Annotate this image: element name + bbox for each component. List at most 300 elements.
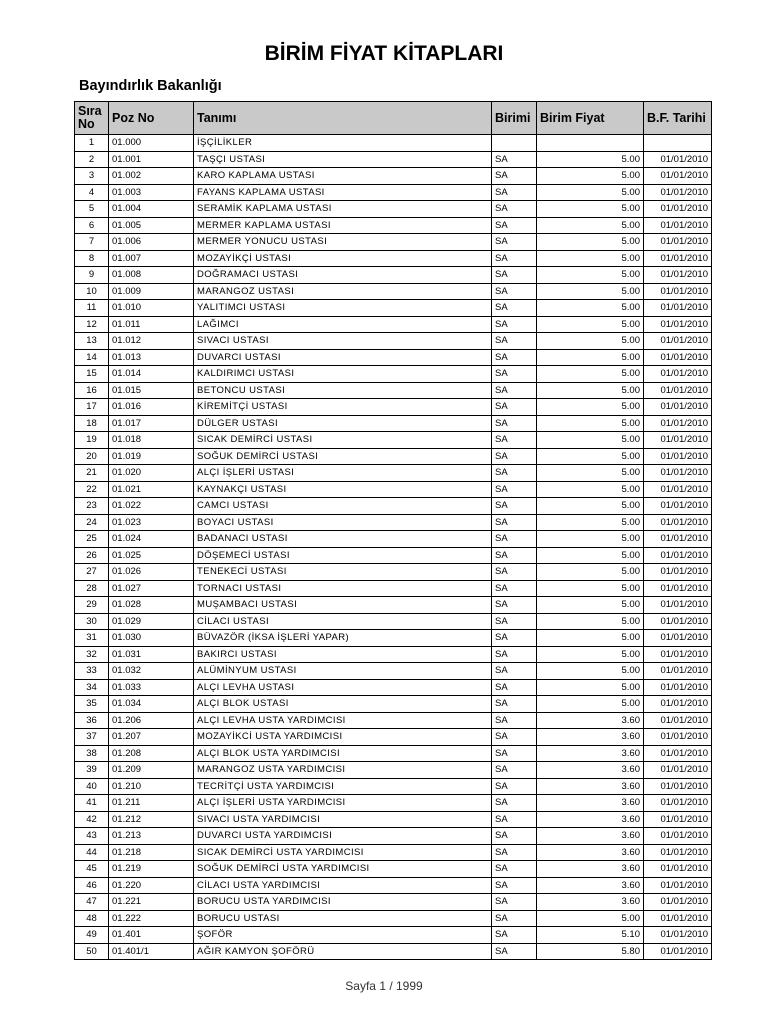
cell-birimi: SA <box>492 514 537 531</box>
table-row <box>75 366 712 383</box>
cell-bf-tarihi: 01/01/2010 <box>644 531 712 548</box>
cell-birim-fiyat: 5.00 <box>537 415 644 432</box>
cell-birimi: SA <box>492 729 537 746</box>
cell-birim-fiyat: 5.00 <box>537 151 644 168</box>
cell-tanimi: MOZAYİKÇİ USTASI <box>194 250 492 267</box>
cell-birimi: SA <box>492 415 537 432</box>
cell-birim-fiyat: 3.60 <box>537 745 644 762</box>
cell-sira-no: 4 <box>75 184 109 201</box>
page-title: BİRİM FİYAT KİTAPLARI <box>264 42 504 65</box>
cell-tanimi: BETONCU USTASI <box>194 382 492 399</box>
cell-sira-no: 5 <box>75 201 109 218</box>
header-poz-no: Poz No <box>109 102 194 135</box>
cell-tanimi: BAKIRCI USTASI <box>194 646 492 663</box>
header-bf-tarihi: B.F. Tarihi <box>644 102 712 135</box>
table-row <box>75 448 712 465</box>
header-birim-fiyat: Birim Fiyat <box>537 102 644 135</box>
table-row <box>75 531 712 548</box>
cell-birim-fiyat: 5.10 <box>537 927 644 944</box>
cell-poz-no: 01.021 <box>109 481 194 498</box>
table-row <box>75 465 712 482</box>
cell-birimi: SA <box>492 316 537 333</box>
cell-birim-fiyat: 3.60 <box>537 861 644 878</box>
cell-poz-no: 01.209 <box>109 762 194 779</box>
cell-bf-tarihi: 01/01/2010 <box>644 481 712 498</box>
cell-sira-no: 37 <box>75 729 109 746</box>
cell-birimi: SA <box>492 696 537 713</box>
cell-tanimi: YALITIMCI USTASI <box>194 300 492 317</box>
table-row <box>75 399 712 416</box>
cell-poz-no: 01.004 <box>109 201 194 218</box>
cell-sira-no: 8 <box>75 250 109 267</box>
cell-birimi: SA <box>492 547 537 564</box>
table-row <box>75 927 712 944</box>
cell-sira-no: 6 <box>75 217 109 234</box>
cell-bf-tarihi: 01/01/2010 <box>644 465 712 482</box>
cell-birim-fiyat: 5.00 <box>537 349 644 366</box>
cell-tanimi: SICAK DEMİRCİ USTA YARDIMCISI <box>194 844 492 861</box>
cell-bf-tarihi: 01/01/2010 <box>644 366 712 383</box>
cell-bf-tarihi: 01/01/2010 <box>644 679 712 696</box>
table-row <box>75 564 712 581</box>
cell-sira-no: 28 <box>75 580 109 597</box>
cell-tanimi: SIVACI USTASI <box>194 333 492 350</box>
cell-poz-no: 01.208 <box>109 745 194 762</box>
cell-tanimi: TENEKECİ USTASI <box>194 564 492 581</box>
cell-sira-no: 26 <box>75 547 109 564</box>
cell-birim-fiyat: 5.00 <box>537 399 644 416</box>
cell-poz-no: 01.034 <box>109 696 194 713</box>
cell-bf-tarihi: 01/01/2010 <box>644 943 712 960</box>
cell-birim-fiyat: 5.00 <box>537 448 644 465</box>
cell-sira-no: 13 <box>75 333 109 350</box>
cell-bf-tarihi: 01/01/2010 <box>644 382 712 399</box>
cell-poz-no: 01.401 <box>109 927 194 944</box>
cell-sira-no: 10 <box>75 283 109 300</box>
cell-sira-no: 29 <box>75 597 109 614</box>
table-row <box>75 613 712 630</box>
table-row <box>75 679 712 696</box>
cell-poz-no: 01.011 <box>109 316 194 333</box>
cell-bf-tarihi: 01/01/2010 <box>644 729 712 746</box>
table-row <box>75 498 712 515</box>
table-row <box>75 250 712 267</box>
cell-birim-fiyat: 5.00 <box>537 564 644 581</box>
cell-birim-fiyat: 5.00 <box>537 432 644 449</box>
cell-birim-fiyat: 5.00 <box>537 201 644 218</box>
cell-birim-fiyat: 5.00 <box>537 531 644 548</box>
cell-sira-no: 36 <box>75 712 109 729</box>
cell-poz-no: 01.221 <box>109 894 194 911</box>
cell-sira-no: 43 <box>75 828 109 845</box>
cell-sira-no: 24 <box>75 514 109 531</box>
cell-birim-fiyat: 5.00 <box>537 663 644 680</box>
cell-birimi: SA <box>492 580 537 597</box>
table-row <box>75 432 712 449</box>
cell-birimi: SA <box>492 778 537 795</box>
cell-sira-no: 38 <box>75 745 109 762</box>
cell-tanimi: ALÇI BLOK USTASI <box>194 696 492 713</box>
table-row <box>75 943 712 960</box>
cell-tanimi: MERMER KAPLAMA USTASI <box>194 217 492 234</box>
cell-tanimi: KARO KAPLAMA USTASI <box>194 168 492 185</box>
cell-sira-no: 48 <box>75 910 109 927</box>
cell-birim-fiyat: 5.00 <box>537 300 644 317</box>
header-sira-no <box>75 102 109 135</box>
table-row <box>75 415 712 432</box>
cell-birim-fiyat: 3.60 <box>537 844 644 861</box>
cell-sira-no: 3 <box>75 168 109 185</box>
cell-birimi: SA <box>492 943 537 960</box>
cell-bf-tarihi: 01/01/2010 <box>644 333 712 350</box>
header-tanimi: Tanımı <box>194 102 492 135</box>
cell-tanimi: TORNACI USTASI <box>194 580 492 597</box>
table-row <box>75 300 712 317</box>
cell-birimi: SA <box>492 910 537 927</box>
cell-sira-no: 14 <box>75 349 109 366</box>
cell-sira-no: 27 <box>75 564 109 581</box>
cell-sira-no: 16 <box>75 382 109 399</box>
cell-birim-fiyat: 3.60 <box>537 762 644 779</box>
cell-birim-fiyat: 5.00 <box>537 283 644 300</box>
cell-birim-fiyat: 3.60 <box>537 795 644 812</box>
cell-poz-no: 01.218 <box>109 844 194 861</box>
cell-birimi: SA <box>492 382 537 399</box>
cell-poz-no: 01.031 <box>109 646 194 663</box>
cell-tanimi: BORUCU USTASI <box>194 910 492 927</box>
cell-birimi: SA <box>492 877 537 894</box>
cell-sira-no: 34 <box>75 679 109 696</box>
cell-tanimi: LAĞIMCI <box>194 316 492 333</box>
table-row <box>75 234 712 251</box>
cell-sira-no: 11 <box>75 300 109 317</box>
header-sira-no-label: Sıra No <box>78 104 102 131</box>
cell-birimi: SA <box>492 349 537 366</box>
cell-poz-no: 01.210 <box>109 778 194 795</box>
table-row <box>75 316 712 333</box>
cell-poz-no: 01.219 <box>109 861 194 878</box>
cell-sira-no: 25 <box>75 531 109 548</box>
cell-bf-tarihi: 01/01/2010 <box>644 597 712 614</box>
cell-bf-tarihi <box>644 135 712 152</box>
cell-poz-no: 01.024 <box>109 531 194 548</box>
cell-birimi: SA <box>492 597 537 614</box>
cell-poz-no: 01.027 <box>109 580 194 597</box>
cell-tanimi: CAMCI USTASI <box>194 498 492 515</box>
cell-poz-no: 01.002 <box>109 168 194 185</box>
cell-bf-tarihi: 01/01/2010 <box>644 448 712 465</box>
cell-birim-fiyat: 5.00 <box>537 267 644 284</box>
cell-poz-no: 01.220 <box>109 877 194 894</box>
cell-sira-no: 12 <box>75 316 109 333</box>
cell-poz-no: 01.015 <box>109 382 194 399</box>
cell-sira-no: 9 <box>75 267 109 284</box>
cell-tanimi: ALÇI LEVHA USTASI <box>194 679 492 696</box>
cell-bf-tarihi: 01/01/2010 <box>644 580 712 597</box>
cell-tanimi: MERMER YONUCU USTASI <box>194 234 492 251</box>
cell-birimi: SA <box>492 927 537 944</box>
cell-bf-tarihi: 01/01/2010 <box>644 201 712 218</box>
cell-poz-no: 01.012 <box>109 333 194 350</box>
cell-tanimi: MUŞAMBACI USTASI <box>194 597 492 614</box>
cell-bf-tarihi: 01/01/2010 <box>644 300 712 317</box>
cell-sira-no: 23 <box>75 498 109 515</box>
cell-birim-fiyat: 5.00 <box>537 234 644 251</box>
table-row <box>75 745 712 762</box>
cell-birim-fiyat: 5.00 <box>537 696 644 713</box>
cell-poz-no: 01.014 <box>109 366 194 383</box>
cell-birimi: SA <box>492 679 537 696</box>
cell-tanimi: MARANGOZ USTASI <box>194 283 492 300</box>
cell-poz-no: 01.019 <box>109 448 194 465</box>
cell-poz-no: 01.007 <box>109 250 194 267</box>
cell-tanimi: CİLACI USTA YARDIMCISI <box>194 877 492 894</box>
table-row <box>75 646 712 663</box>
cell-tanimi: ALÇI İŞLERİ USTA YARDIMCISI <box>194 795 492 812</box>
cell-bf-tarihi: 01/01/2010 <box>644 877 712 894</box>
cell-bf-tarihi: 01/01/2010 <box>644 432 712 449</box>
table-row <box>75 712 712 729</box>
cell-birim-fiyat: 5.00 <box>537 910 644 927</box>
cell-birim-fiyat: 3.60 <box>537 811 644 828</box>
cell-birim-fiyat: 5.00 <box>537 333 644 350</box>
table-row <box>75 349 712 366</box>
cell-poz-no: 01.025 <box>109 547 194 564</box>
cell-birim-fiyat: 5.00 <box>537 498 644 515</box>
table-row <box>75 168 712 185</box>
table-row <box>75 696 712 713</box>
cell-poz-no: 01.022 <box>109 498 194 515</box>
cell-tanimi: MARANGOZ USTA YARDIMCISI <box>194 762 492 779</box>
cell-poz-no: 01.028 <box>109 597 194 614</box>
cell-birim-fiyat: 5.00 <box>537 366 644 383</box>
cell-poz-no: 01.005 <box>109 217 194 234</box>
page-subtitle: Bayındırlık Bakanlığı <box>79 78 222 94</box>
cell-bf-tarihi: 01/01/2010 <box>644 811 712 828</box>
cell-tanimi: BOYACI USTASI <box>194 514 492 531</box>
cell-tanimi: SOĞUK DEMİRCİ USTASI <box>194 448 492 465</box>
table-row <box>75 217 712 234</box>
cell-birimi: SA <box>492 498 537 515</box>
cell-tanimi: ALÜMİNYUM USTASI <box>194 663 492 680</box>
cell-sira-no: 1 <box>75 135 109 152</box>
table-row <box>75 778 712 795</box>
cell-birimi: SA <box>492 168 537 185</box>
cell-poz-no: 01.222 <box>109 910 194 927</box>
cell-poz-no: 01.212 <box>109 811 194 828</box>
cell-birimi: SA <box>492 663 537 680</box>
cell-birim-fiyat: 5.00 <box>537 382 644 399</box>
cell-sira-no: 7 <box>75 234 109 251</box>
cell-birim-fiyat: 5.00 <box>537 184 644 201</box>
cell-bf-tarihi: 01/01/2010 <box>644 267 712 284</box>
cell-birim-fiyat: 3.60 <box>537 729 644 746</box>
cell-sira-no: 49 <box>75 927 109 944</box>
cell-sira-no: 44 <box>75 844 109 861</box>
cell-birimi: SA <box>492 432 537 449</box>
cell-poz-no: 01.401/1 <box>109 943 194 960</box>
cell-sira-no: 47 <box>75 894 109 911</box>
cell-birimi: SA <box>492 333 537 350</box>
cell-bf-tarihi: 01/01/2010 <box>644 415 712 432</box>
cell-birim-fiyat: 5.00 <box>537 613 644 630</box>
cell-poz-no: 01.023 <box>109 514 194 531</box>
cell-birimi: SA <box>492 795 537 812</box>
cell-birimi: SA <box>492 861 537 878</box>
cell-birimi: SA <box>492 234 537 251</box>
cell-poz-no: 01.008 <box>109 267 194 284</box>
cell-tanimi: DÖŞEMECİ USTASI <box>194 547 492 564</box>
cell-bf-tarihi: 01/01/2010 <box>644 250 712 267</box>
cell-bf-tarihi: 01/01/2010 <box>644 184 712 201</box>
cell-tanimi: CİLACI USTASI <box>194 613 492 630</box>
cell-birimi: SA <box>492 267 537 284</box>
cell-tanimi: SOĞUK DEMİRCİ USTA YARDIMCISI <box>194 861 492 878</box>
table-row <box>75 630 712 647</box>
cell-poz-no: 01.032 <box>109 663 194 680</box>
cell-birimi <box>492 135 537 152</box>
cell-birimi: SA <box>492 745 537 762</box>
cell-bf-tarihi: 01/01/2010 <box>644 910 712 927</box>
cell-sira-no: 40 <box>75 778 109 795</box>
cell-bf-tarihi: 01/01/2010 <box>644 927 712 944</box>
cell-sira-no: 18 <box>75 415 109 432</box>
cell-sira-no: 31 <box>75 630 109 647</box>
cell-bf-tarihi: 01/01/2010 <box>644 861 712 878</box>
table-row <box>75 877 712 894</box>
table-row <box>75 795 712 812</box>
cell-tanimi: BÜVAZÖR (İKSA İŞLERİ YAPAR) <box>194 630 492 647</box>
cell-poz-no: 01.016 <box>109 399 194 416</box>
cell-birim-fiyat: 5.00 <box>537 168 644 185</box>
cell-birim-fiyat: 5.00 <box>537 514 644 531</box>
table-row <box>75 828 712 845</box>
cell-birim-fiyat: 5.00 <box>537 580 644 597</box>
table-row <box>75 184 712 201</box>
cell-bf-tarihi: 01/01/2010 <box>644 349 712 366</box>
cell-birim-fiyat: 3.60 <box>537 828 644 845</box>
cell-birimi: SA <box>492 613 537 630</box>
cell-birim-fiyat: 5.00 <box>537 465 644 482</box>
cell-bf-tarihi: 01/01/2010 <box>644 514 712 531</box>
cell-birimi: SA <box>492 828 537 845</box>
cell-bf-tarihi: 01/01/2010 <box>644 844 712 861</box>
cell-tanimi: TECRİTÇİ USTA YARDIMCISI <box>194 778 492 795</box>
cell-tanimi: DÜLGER USTASI <box>194 415 492 432</box>
cell-poz-no: 01.026 <box>109 564 194 581</box>
table-body <box>75 135 712 960</box>
cell-bf-tarihi: 01/01/2010 <box>644 712 712 729</box>
cell-poz-no: 01.003 <box>109 184 194 201</box>
cell-birimi: SA <box>492 217 537 234</box>
cell-birim-fiyat: 5.00 <box>537 597 644 614</box>
cell-tanimi: KAYNAKÇI USTASI <box>194 481 492 498</box>
cell-bf-tarihi: 01/01/2010 <box>644 613 712 630</box>
cell-tanimi: İŞÇİLİKLER <box>194 135 492 152</box>
cell-birim-fiyat: 5.00 <box>537 630 644 647</box>
table-row <box>75 910 712 927</box>
cell-tanimi: BORUCU USTA YARDIMCISI <box>194 894 492 911</box>
cell-tanimi: SERAMİK KAPLAMA USTASI <box>194 201 492 218</box>
cell-bf-tarihi: 01/01/2010 <box>644 547 712 564</box>
cell-sira-no: 46 <box>75 877 109 894</box>
cell-tanimi: AĞIR KAMYON ŞOFÖRÜ <box>194 943 492 960</box>
table-header <box>75 102 712 135</box>
cell-poz-no: 01.213 <box>109 828 194 845</box>
cell-poz-no: 01.211 <box>109 795 194 812</box>
cell-bf-tarihi: 01/01/2010 <box>644 399 712 416</box>
cell-bf-tarihi: 01/01/2010 <box>644 745 712 762</box>
cell-sira-no: 35 <box>75 696 109 713</box>
cell-birimi: SA <box>492 844 537 861</box>
cell-poz-no: 01.020 <box>109 465 194 482</box>
table-row <box>75 580 712 597</box>
cell-tanimi: ALÇI BLOK USTA YARDIMCISI <box>194 745 492 762</box>
table-row <box>75 861 712 878</box>
cell-tanimi: KALDIRIMCI USTASI <box>194 366 492 383</box>
cell-birim-fiyat: 3.60 <box>537 712 644 729</box>
table-row <box>75 135 712 152</box>
cell-bf-tarihi: 01/01/2010 <box>644 762 712 779</box>
table-row <box>75 514 712 531</box>
cell-poz-no: 01.010 <box>109 300 194 317</box>
cell-poz-no: 01.207 <box>109 729 194 746</box>
cell-tanimi: BADANACI USTASI <box>194 531 492 548</box>
cell-birim-fiyat: 3.60 <box>537 894 644 911</box>
cell-bf-tarihi: 01/01/2010 <box>644 234 712 251</box>
cell-bf-tarihi: 01/01/2010 <box>644 894 712 911</box>
unit-price-table <box>74 101 712 960</box>
cell-birim-fiyat: 5.00 <box>537 481 644 498</box>
cell-birimi: SA <box>492 481 537 498</box>
cell-birimi: SA <box>492 630 537 647</box>
cell-bf-tarihi: 01/01/2010 <box>644 151 712 168</box>
cell-birimi: SA <box>492 531 537 548</box>
table-row <box>75 894 712 911</box>
cell-birimi: SA <box>492 894 537 911</box>
cell-sira-no: 17 <box>75 399 109 416</box>
cell-birimi: SA <box>492 366 537 383</box>
cell-birimi: SA <box>492 646 537 663</box>
cell-tanimi: DUVARCI USTASI <box>194 349 492 366</box>
table-row <box>75 729 712 746</box>
cell-birimi: SA <box>492 465 537 482</box>
cell-poz-no: 01.013 <box>109 349 194 366</box>
table-row <box>75 382 712 399</box>
cell-tanimi: SICAK DEMİRCİ USTASI <box>194 432 492 449</box>
cell-bf-tarihi: 01/01/2010 <box>644 217 712 234</box>
cell-birimi: SA <box>492 811 537 828</box>
cell-tanimi: KİREMİTÇİ USTASI <box>194 399 492 416</box>
cell-bf-tarihi: 01/01/2010 <box>644 696 712 713</box>
table-row <box>75 333 712 350</box>
cell-sira-no: 39 <box>75 762 109 779</box>
cell-sira-no: 15 <box>75 366 109 383</box>
cell-birim-fiyat: 5.00 <box>537 217 644 234</box>
cell-bf-tarihi: 01/01/2010 <box>644 283 712 300</box>
header-row <box>75 102 712 135</box>
cell-tanimi: FAYANS KAPLAMA USTASI <box>194 184 492 201</box>
table-row <box>75 201 712 218</box>
cell-birimi: SA <box>492 448 537 465</box>
cell-bf-tarihi: 01/01/2010 <box>644 778 712 795</box>
cell-poz-no: 01.018 <box>109 432 194 449</box>
cell-bf-tarihi: 01/01/2010 <box>644 828 712 845</box>
cell-sira-no: 33 <box>75 663 109 680</box>
cell-sira-no: 2 <box>75 151 109 168</box>
cell-sira-no: 21 <box>75 465 109 482</box>
cell-poz-no: 01.009 <box>109 283 194 300</box>
